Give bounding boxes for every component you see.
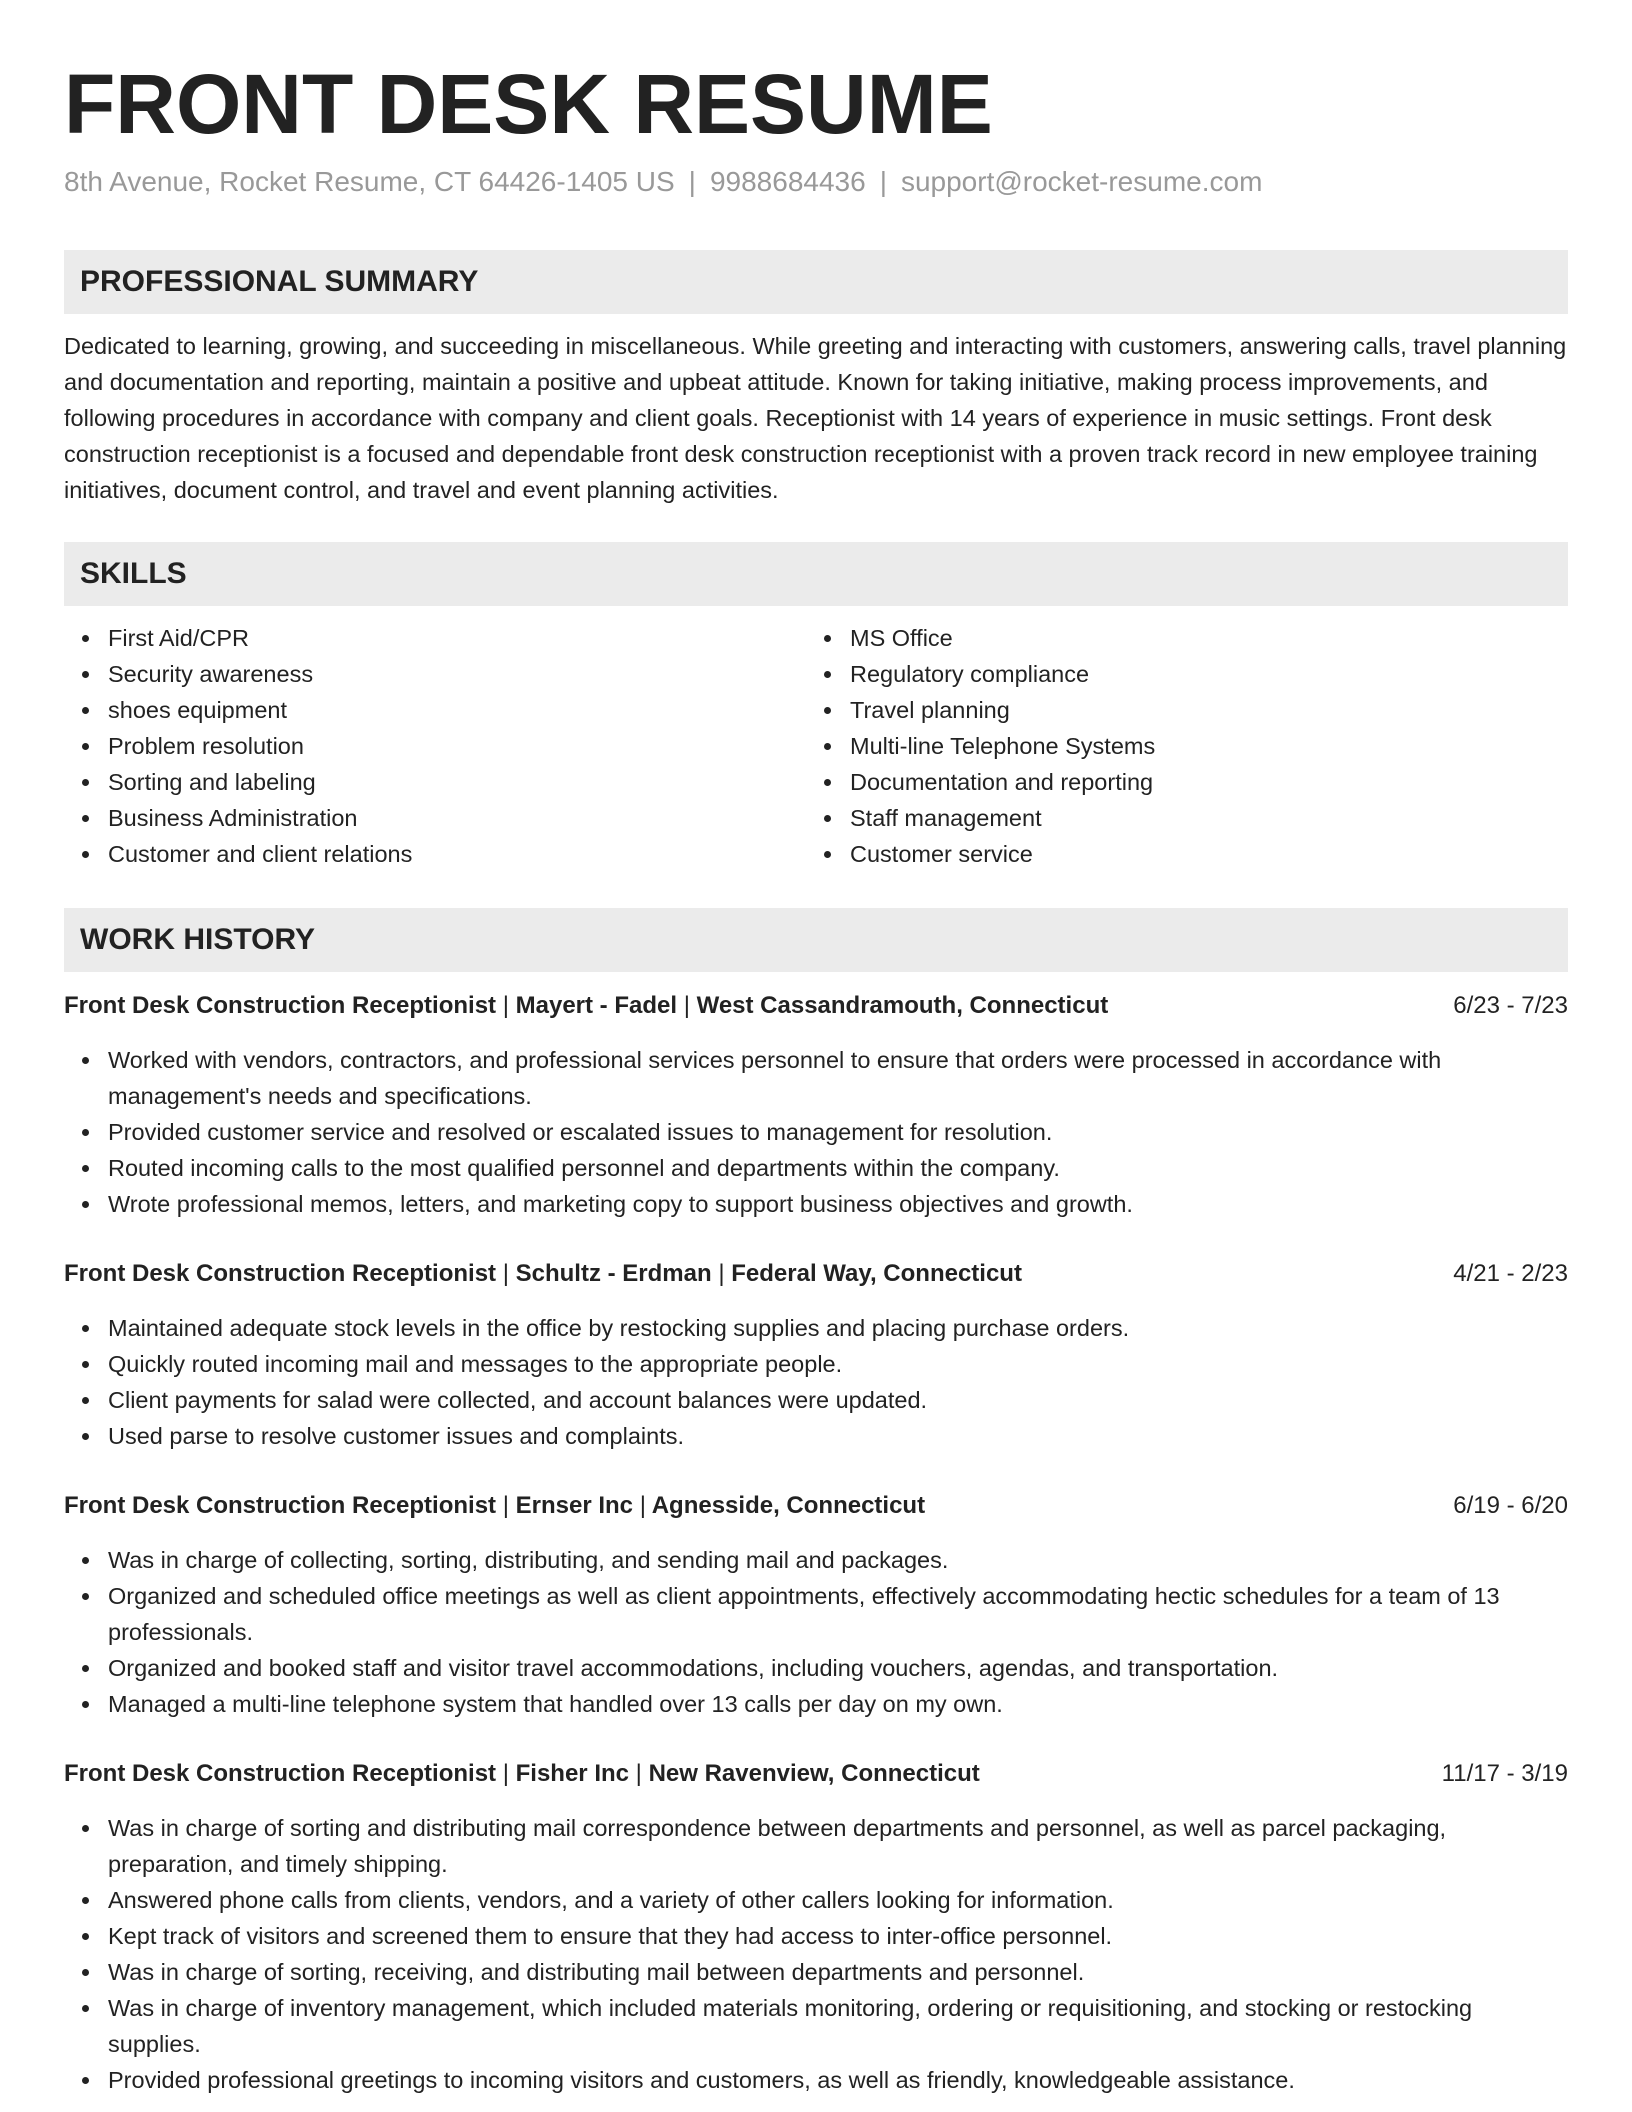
job-heading: [64, 1488, 925, 1524]
job-dates: 6/23 - 7/23: [1453, 992, 1568, 1019]
skill-item: MS Office: [850, 620, 1548, 656]
contact-line: [64, 164, 1568, 200]
skill-item: Customer service: [850, 836, 1548, 872]
job-company: Schultz - Erdman: [515, 1260, 712, 1287]
job-separator: |: [502, 1260, 509, 1287]
job-dates: 11/17 - 3/19: [1441, 1760, 1568, 1787]
job-separator: |: [502, 1760, 509, 1787]
contact-email: support@rocket-resume.com: [900, 166, 1263, 197]
job-separator: |: [635, 1760, 642, 1787]
job-bullet: Organized and booked staff and visitor travel accommodations, including vouchers, agendas, and transportation.: [108, 1650, 1568, 1686]
section-header-summary: PROFESSIONAL SUMMARY: [64, 250, 1568, 314]
job-title-row: [64, 1256, 1568, 1292]
skill-item: Staff management: [850, 800, 1548, 836]
resume-title: FRONT DESK RESUME: [64, 57, 993, 151]
job-location: Agnesside, Connecticut: [651, 1492, 926, 1519]
section-header-skills: SKILLS: [64, 542, 1568, 606]
job-dates: 6/19 - 6/20: [1453, 1492, 1568, 1519]
job-dates: 4/21 - 2/23: [1453, 1260, 1568, 1287]
job-heading: [64, 1756, 980, 1792]
job-bullet: Was in charge of inventory management, which included materials monitoring, ordering or requisitioning, and stocking or restocking supplies.: [108, 1990, 1568, 2062]
job-bullets: [64, 1042, 1568, 1222]
job-location: Federal Way, Connecticut: [731, 1260, 1022, 1287]
job-separator: |: [718, 1260, 725, 1287]
job-company: Ernser Inc: [515, 1492, 634, 1519]
job-title-row: [64, 1756, 1568, 1792]
job-entry: [64, 988, 1568, 1222]
job-bullet: Wrote professional memos, letters, and marketing copy to support business objectives and growth.: [108, 1186, 1568, 1222]
job-entry: [64, 1488, 1568, 1722]
job-title: Front Desk Construction Receptionist: [64, 1260, 497, 1287]
skill-item: Travel planning: [850, 692, 1548, 728]
skills-grid: [64, 620, 1568, 872]
contact-address: 8th Avenue, Rocket Resume, CT 64426-1405 US: [64, 166, 675, 197]
job-separator: |: [502, 992, 509, 1019]
job-bullets: [64, 1310, 1568, 1454]
job-title: Front Desk Construction Receptionist: [64, 1492, 497, 1519]
skill-item: shoes equipment: [108, 692, 806, 728]
job-bullet: Managed a multi-line telephone system that handled over 13 calls per day on my own.: [108, 1686, 1568, 1722]
job-bullet: Client payments for salad were collected, and account balances were updated.: [108, 1382, 1568, 1418]
job-title: Front Desk Construction Receptionist: [64, 992, 497, 1019]
skill-item: Business Administration: [108, 800, 806, 836]
job-bullet: Was in charge of sorting and distributing mail correspondence between departments and personnel, as well as parcel packaging, preparation, and timely shipping.: [108, 1810, 1568, 1882]
job-bullet: Was in charge of collecting, sorting, distributing, and sending mail and packages.: [108, 1542, 1568, 1578]
job-title: Front Desk Construction Receptionist: [64, 1760, 497, 1787]
skill-item: Sorting and labeling: [108, 764, 806, 800]
job-bullet: Was in charge of sorting, receiving, and distributing mail between departments and personnel.: [108, 1954, 1568, 1990]
job-heading: [64, 1256, 1022, 1292]
job-separator: |: [502, 1492, 509, 1519]
job-bullets: [64, 1810, 1568, 2098]
contact-phone: 9988684436: [709, 166, 866, 197]
job-bullet: Kept track of visitors and screened them to ensure that they had access to inter-office personnel.: [108, 1918, 1568, 1954]
job-separator: |: [639, 1492, 646, 1519]
job-bullet: Answered phone calls from clients, vendors, and a variety of other callers looking for information.: [108, 1882, 1568, 1918]
skill-item: First Aid/CPR: [108, 620, 806, 656]
job-location: West Cassandramouth, Connecticut: [696, 992, 1109, 1019]
job-entry: [64, 1256, 1568, 1454]
skill-item: Documentation and reporting: [850, 764, 1548, 800]
job-title-row: [64, 988, 1568, 1024]
skill-item: Multi-line Telephone Systems: [850, 728, 1548, 764]
skills-list-right: [806, 620, 1548, 872]
skill-item: Customer and client relations: [108, 836, 806, 872]
contact-separator: |: [688, 166, 696, 197]
job-bullet: Worked with vendors, contractors, and professional services personnel to ensure that orders were processed in accordance with management's needs and specifications.: [108, 1042, 1568, 1114]
job-title-row: [64, 1488, 1568, 1524]
skill-item: Security awareness: [108, 656, 806, 692]
job-bullets: [64, 1542, 1568, 1722]
job-bullet: Routed incoming calls to the most qualified personnel and departments within the company.: [108, 1150, 1568, 1186]
job-bullet: Provided professional greetings to incoming visitors and customers, as well as friendly, knowledgeable assistance.: [108, 2062, 1568, 2098]
job-company: Fisher Inc: [515, 1760, 629, 1787]
job-location: New Ravenview, Connecticut: [648, 1760, 980, 1787]
contact-separator: |: [879, 166, 887, 197]
job-entry: [64, 1756, 1568, 2098]
skill-item: Problem resolution: [108, 728, 806, 764]
skill-item: Regulatory compliance: [850, 656, 1548, 692]
job-bullet: Quickly routed incoming mail and messages to the appropriate people.: [108, 1346, 1568, 1382]
job-separator: |: [683, 992, 690, 1019]
job-bullet: Used parse to resolve customer issues and complaints.: [108, 1418, 1568, 1454]
job-bullet: Provided customer service and resolved or escalated issues to management for resolution.: [108, 1114, 1568, 1150]
skills-list-left: [64, 620, 806, 872]
job-bullet: Organized and scheduled office meetings as well as client appointments, effectively accommodating hectic schedules for a team of 13 professionals.: [108, 1578, 1568, 1650]
section-header-work-history: WORK HISTORY: [64, 908, 1568, 972]
job-company: Mayert - Fadel: [515, 992, 678, 1019]
job-bullet: Maintained adequate stock levels in the office by restocking supplies and placing purchase orders.: [108, 1310, 1568, 1346]
summary-text: Dedicated to learning, growing, and succeeding in miscellaneous. While greeting and interacting with customers, answering calls, travel planning and documentation and reporting, maintain a positive and upbeat attitude. Known for taking initiative, making process improvements, and following procedures in accordance with company and client goals. Receptionist with 14 years of experience in music settings. Front desk construction receptionist is a focused and dependable front desk construction receptionist with a proven track record in new employee training initiatives, document control, and travel and event planning activities.: [64, 333, 1567, 503]
job-heading: [64, 988, 1108, 1024]
